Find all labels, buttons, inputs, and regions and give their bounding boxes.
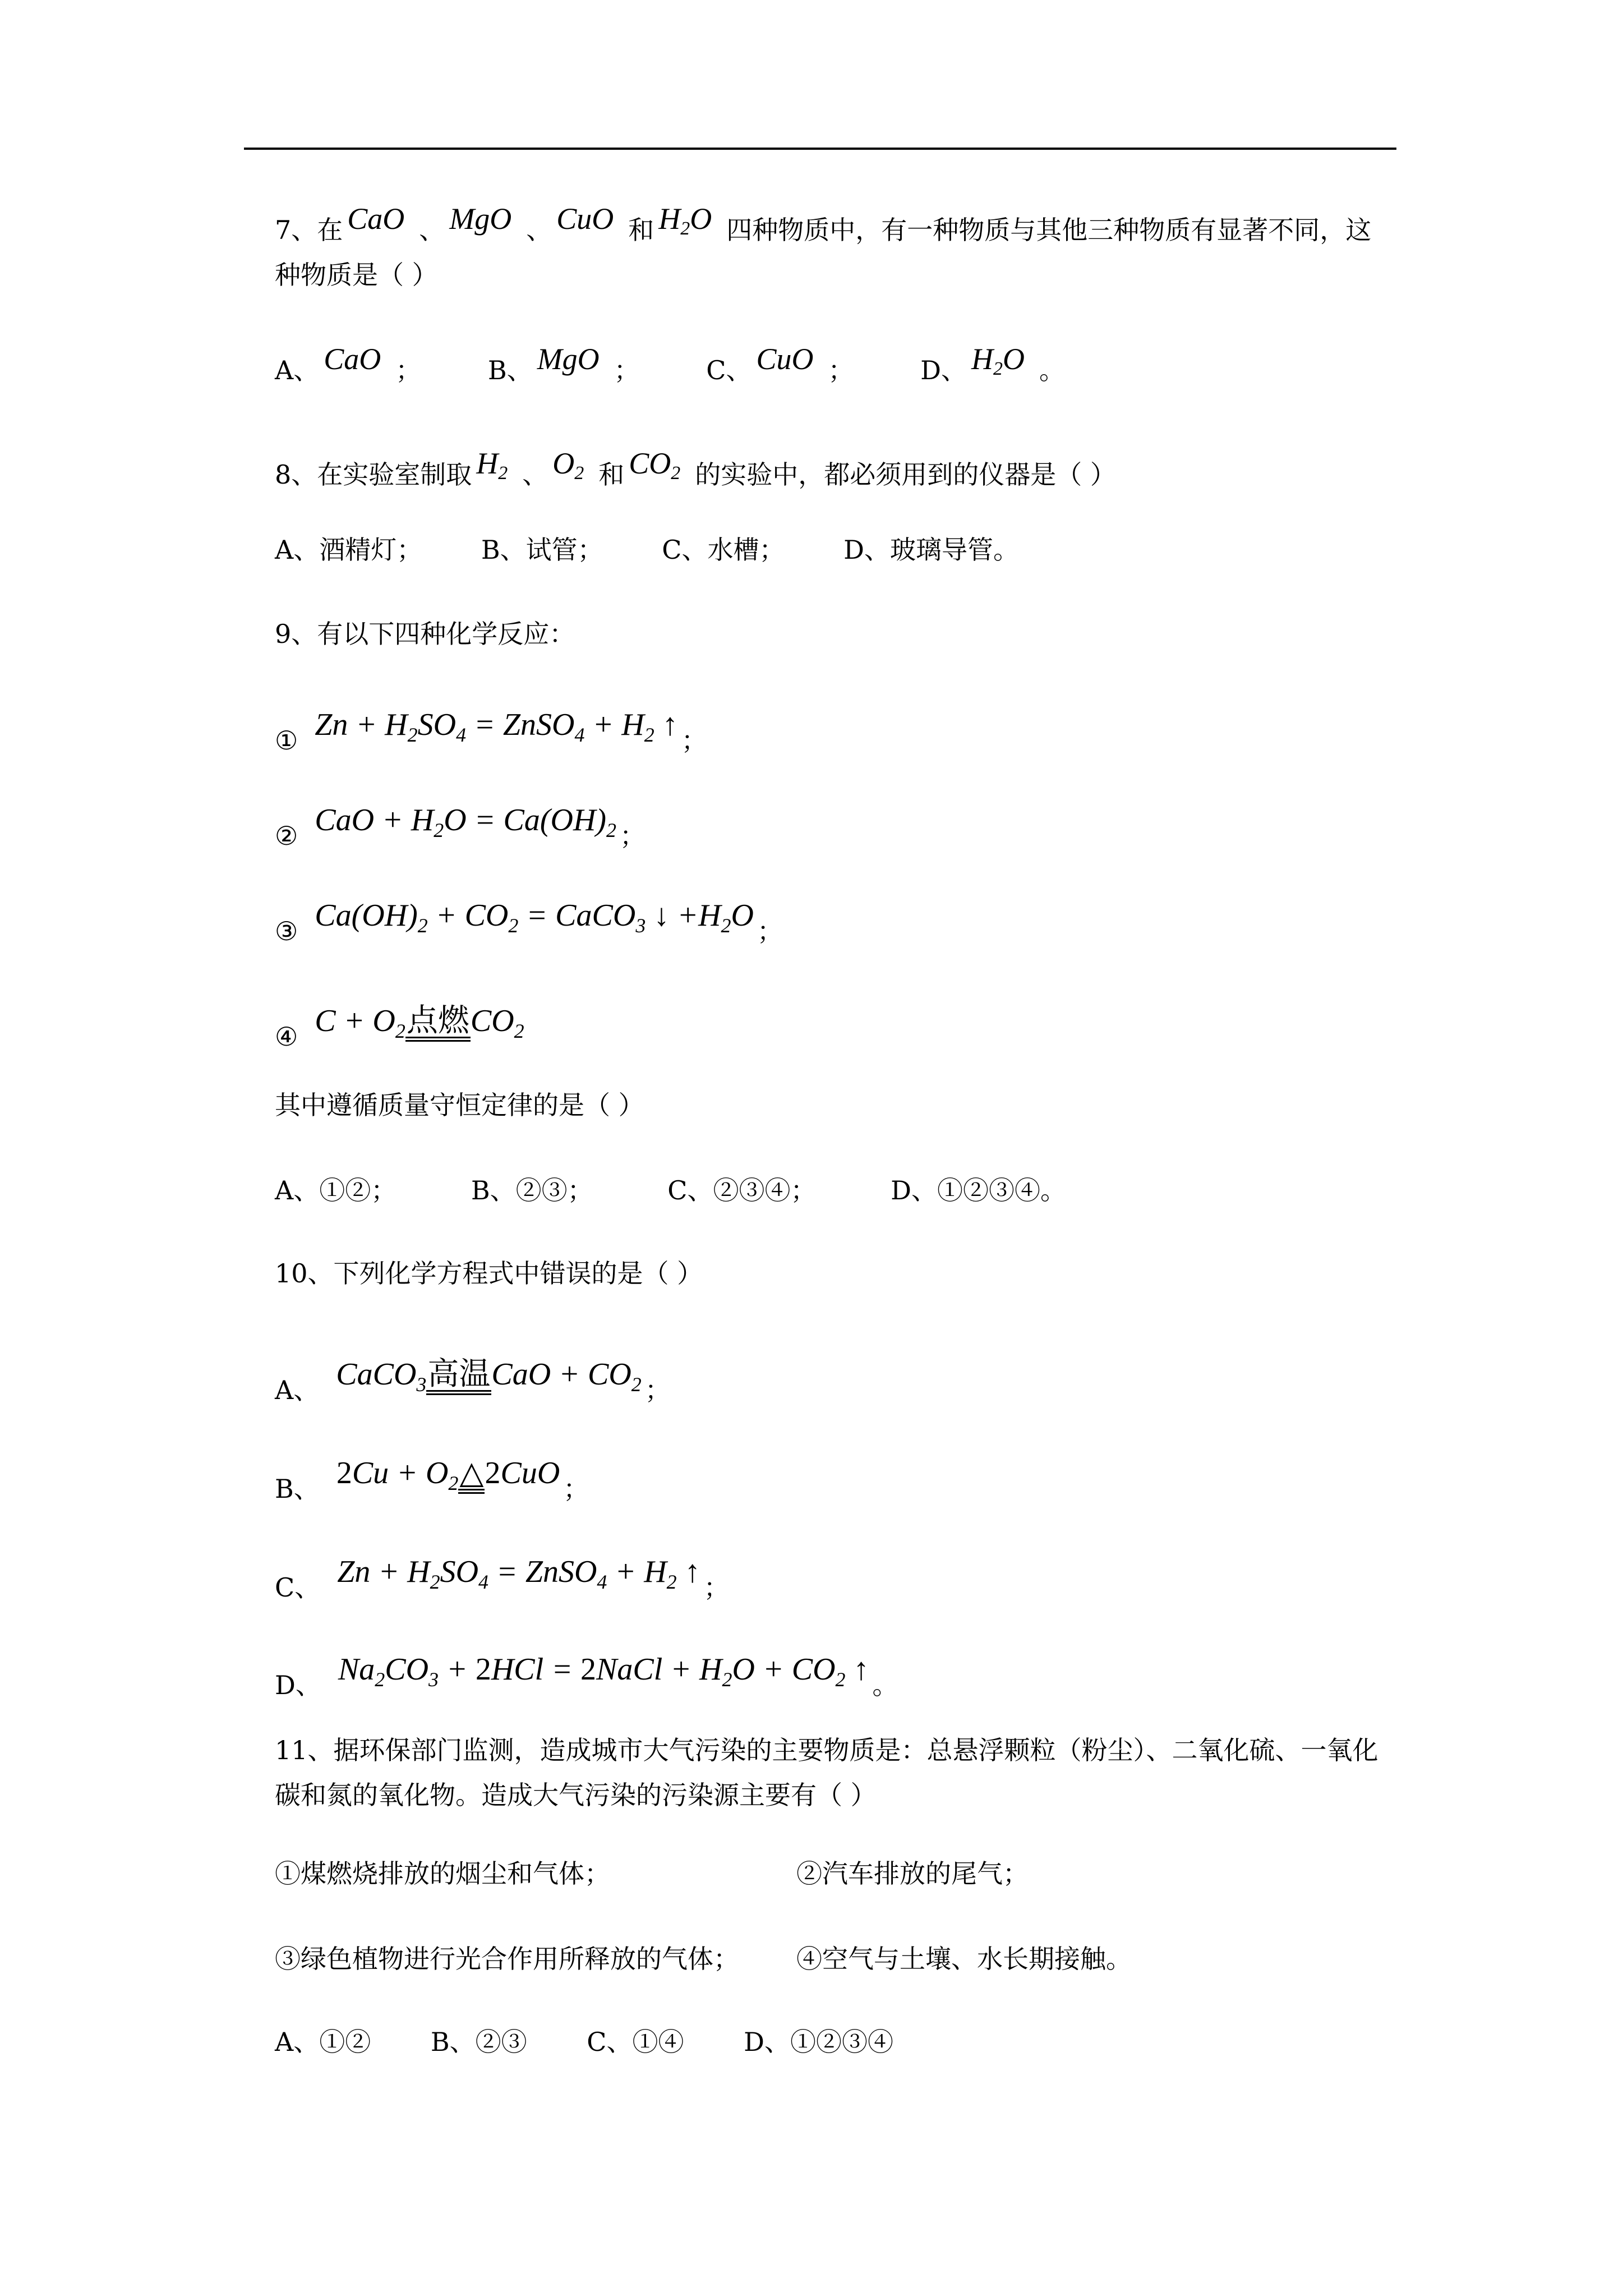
item-11-2: ②汽车排放的尾气； [796, 1858, 1029, 1889]
formula-mgo: MgO [449, 202, 512, 236]
formula-h2o: $H_2O$ [658, 202, 712, 239]
question-9-question: 其中遵循质量守恒定律的是（ ） [275, 1090, 644, 1120]
reaction-2: ② CaO + $H_2O = Ca(OH)_2$ ； [275, 803, 646, 851]
question-8-options [275, 533, 1399, 567]
reaction-4: ④ $C + O_2$点燃$CO_2$ [275, 1002, 524, 1052]
question-11-items-row2 [275, 1942, 1399, 1976]
option-10d[interactable]: D、 $Na_2CO_3 + 2HCl$ = 2NaCl + $H_2O + CO_2$ ↑ 。 [275, 1652, 898, 1700]
option-10a[interactable]: A、 CaCO$_3$高温CaO + $CO_2$ ； [275, 1356, 671, 1405]
option-9a[interactable]: A、①②； [275, 1175, 397, 1205]
reaction-3: ③ $Ca(OH)_2 + CO_2$ = CaCO$_3$ ↓ $+H_2O$ ； [275, 898, 783, 946]
option-9c[interactable]: C、②③④； [667, 1175, 817, 1205]
question-11-stem: 11、据环保部门监测，造成城市大气污染的主要物质是：总悬浮颗粒（粉尘）、二氧化硫、一氧化碳和氮的氧化物。造成大气污染的污染源主要有（ ） [275, 1735, 1378, 1810]
question-9-options [275, 1174, 1399, 1207]
option-7c[interactable]: C、 CuO ； [706, 342, 854, 385]
formula-o2: $O_2$ [552, 447, 584, 484]
option-11b[interactable]: B、②③ [430, 2027, 527, 2057]
formula-co2: $CO_2$ [629, 447, 681, 484]
question-8-stem: 8、在实验室制取 $H_2$ 、 $O_2$ 和 $CO_2$ 的实验中，都必须用到的仪器是（ ） [275, 447, 1116, 490]
option-10b[interactable]: B、 $2Cu + O_2\triangle 2CuO$ ； [275, 1455, 589, 1504]
option-8d[interactable]: D、玻璃导管。 [843, 535, 1020, 565]
option-8c[interactable]: C、水槽； [662, 535, 785, 565]
question-10-stem: 10、下列化学方程式中错误的是（ ） [275, 1258, 703, 1289]
formula-cao: CaO [347, 202, 405, 236]
option-11a[interactable]: A、①② [275, 2027, 371, 2057]
item-11-3: ③绿色植物进行光合作用所释放的气体； [275, 1944, 739, 1974]
question-9-stem: 9、有以下四种化学反应： [275, 619, 575, 649]
option-11c[interactable]: C、①④ [587, 2027, 684, 2057]
item-11-4: ④空气与土壤、水长期接触。 [796, 1944, 1132, 1974]
option-8b[interactable]: B、试管； [481, 535, 603, 565]
option-9b[interactable]: B、②③； [471, 1175, 593, 1205]
option-9d[interactable]: D、①②③④。 [891, 1175, 1067, 1205]
question-7-options [275, 342, 1399, 387]
question-7-stem: 7、在 CaO 、 MgO 、 CuO 和 $H_2O$ 四种物质中，有一种物质与其他三种物质有显著不同，这种物质是（ ） [275, 196, 1396, 297]
option-7a[interactable]: A、 CaO ； [275, 342, 422, 385]
item-11-1: ①煤燃烧排放的烟尘和气体； [275, 1858, 610, 1889]
formula-cuo: CuO [556, 202, 614, 236]
option-7d[interactable]: D、 $H_2O$ 。 [920, 342, 1066, 385]
option-7b[interactable]: B、 MgO ； [487, 342, 640, 385]
formula-h2: $H_2$ [476, 447, 508, 484]
reaction-1: ① $Zn + H_2SO_4$ = ZnSO$_4$ + $H_2$ ↑ ； [275, 707, 707, 756]
question-11-options [275, 2025, 1399, 2059]
header-rule [244, 148, 1396, 150]
option-11d[interactable]: D、①②③④ [744, 2027, 894, 2057]
option-10c[interactable]: C、 $Zn + H_2SO_4$ = ZnSO$_4$ + $H_2$ ↑ ； [275, 1554, 730, 1603]
option-8a[interactable]: A、酒精灯； [275, 535, 423, 565]
question-11-items-row1 [275, 1857, 1399, 1890]
